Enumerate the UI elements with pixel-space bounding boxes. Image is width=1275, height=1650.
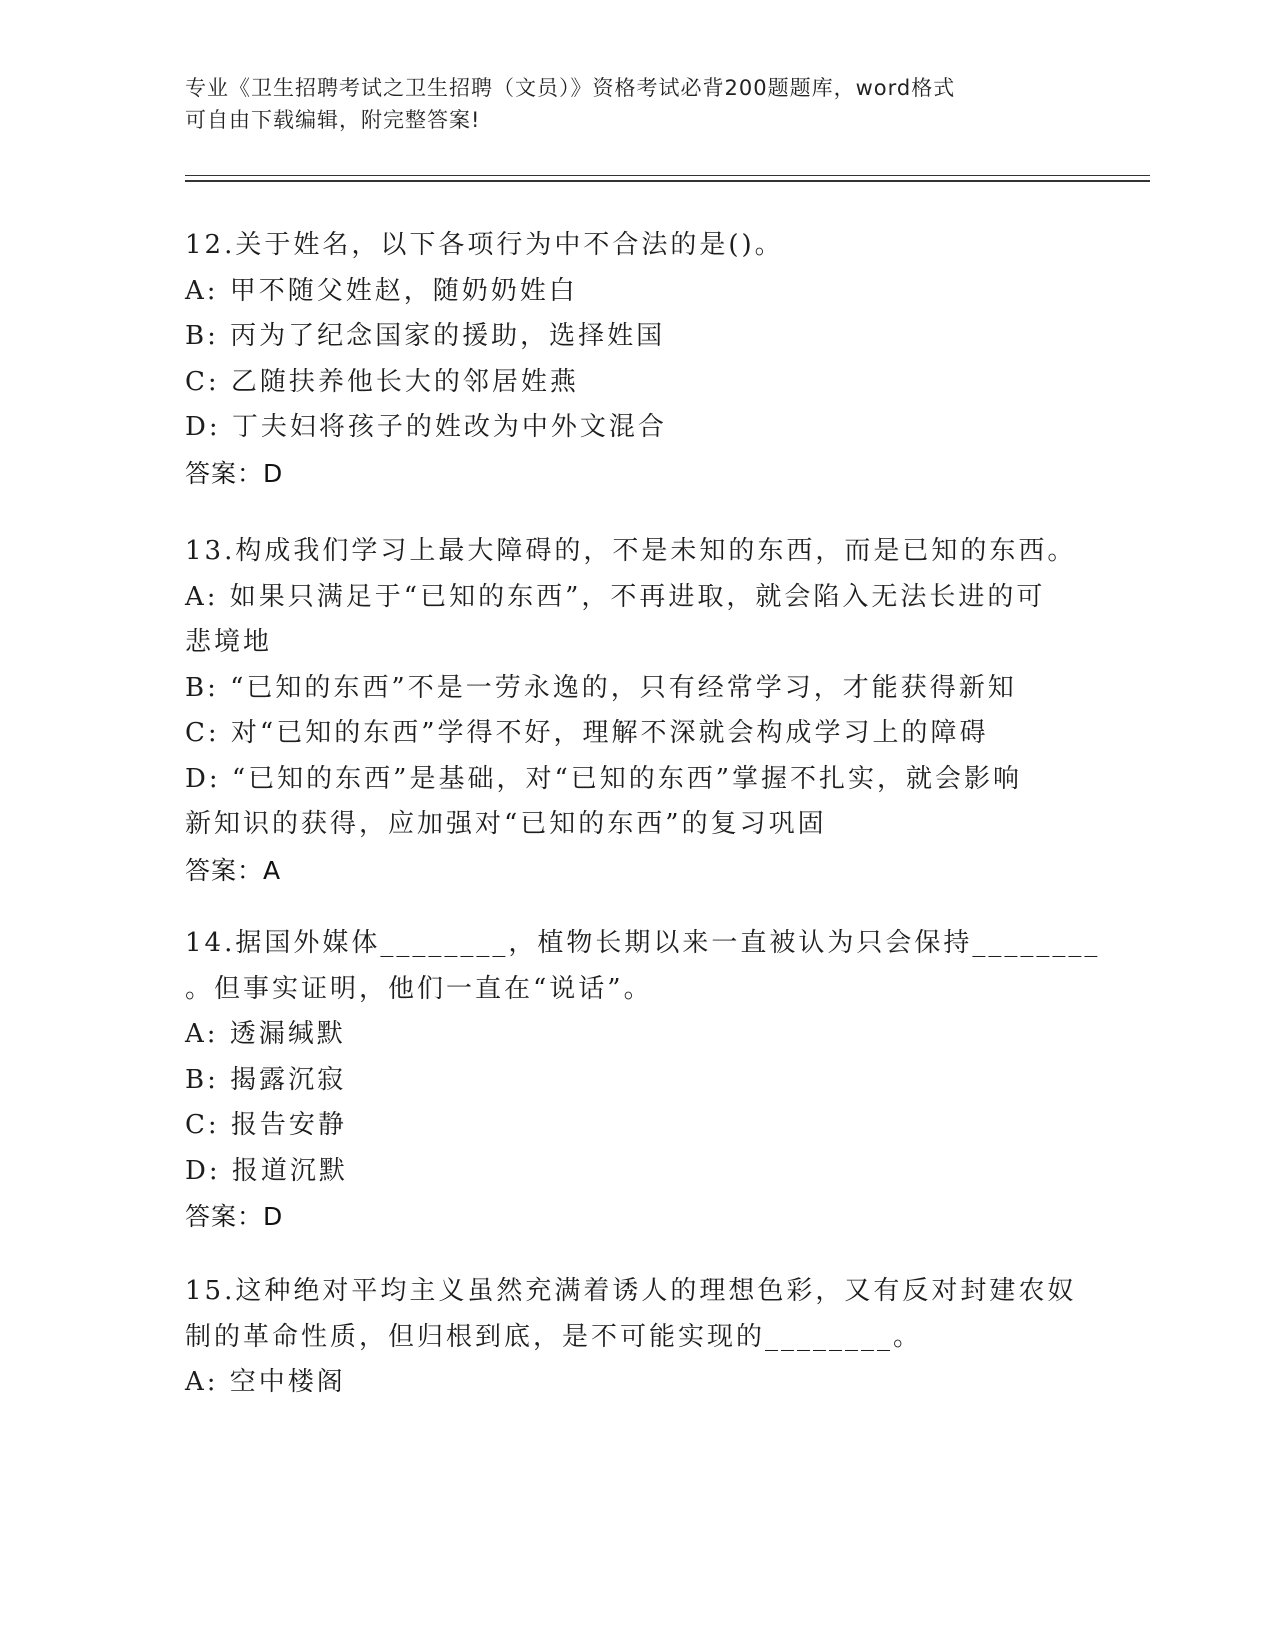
question-stem: 12.关于姓名，以下各项行为中不合法的是()。 — [185, 230, 784, 260]
header-divider-thick — [185, 180, 1150, 182]
header-divider-thin — [185, 175, 1150, 176]
option-b: B: “已知的东西”不是一劳永逸的，只有经常学习，才能获得新知 — [185, 672, 1017, 703]
question-14 — [185, 921, 1101, 1240]
answer-label: 答案：D — [185, 458, 284, 488]
header-title-line-2: 可自由下载编辑，附完整答案! — [185, 108, 481, 132]
option-c: C: 报告安静 — [185, 1110, 347, 1140]
document-header — [185, 72, 1065, 136]
option-b: B: 丙为了纪念国家的援助，选择姓国 — [185, 321, 666, 351]
question-15 — [185, 1269, 1077, 1406]
answer-label: 答案：A — [185, 855, 282, 885]
question-stem: 14.据国外媒体________，植物长期以来一直被认为只会保持________ — [185, 928, 1101, 958]
option-a: A: 如果只满足于“已知的东西”，不再进取，就会陷入无法长进的可 — [185, 581, 1046, 612]
answer-label: 答案：D — [185, 1202, 284, 1231]
option-a-continued: 悲境地 — [185, 627, 273, 657]
option-c: C: 对“已知的东西”学得不好，理解不深就会构成学习上的障碍 — [185, 718, 989, 748]
question-stem: 13.构成我们学习上最大障碍的，不是未知的东西，而是已知的东西。 — [185, 536, 1077, 566]
option-d: D: 报道沉默 — [185, 1155, 348, 1186]
question-stem: 15.这种绝对平均主义虽然充满着诱人的理想色彩，又有反对封建农奴 — [185, 1276, 1077, 1306]
option-c: C: 乙随扶养他长大的邻居姓燕 — [185, 366, 579, 397]
question-stem-continued: 制的革命性质，但归根到底，是不可能实现的________。 — [185, 1321, 923, 1352]
option-a: A: 透漏缄默 — [185, 1019, 346, 1049]
option-b: B: 揭露沉寂 — [185, 1064, 347, 1095]
option-d-continued: 新知识的获得，应加强对“已知的东西”的复习巩固 — [185, 809, 827, 839]
question-stem-continued: 。但事实证明，他们一直在“说话”。 — [185, 973, 653, 1004]
option-a: A: 空中楼阁 — [185, 1367, 346, 1397]
option-d: D: “已知的东西”是基础，对“已知的东西”掌握不扎实，就会影响 — [185, 763, 1023, 794]
header-title-line-1: 专业《卫生招聘考试之卫生招聘（文员）》资格考试必背200题题库，word格式 — [185, 76, 956, 100]
question-13 — [185, 529, 1077, 893]
option-d: D: 丁夫妇将孩子的姓改为中外文混合 — [185, 412, 667, 442]
question-12 — [185, 223, 1070, 496]
option-a: A: 甲不随父姓赵，随奶奶姓白 — [185, 275, 578, 306]
